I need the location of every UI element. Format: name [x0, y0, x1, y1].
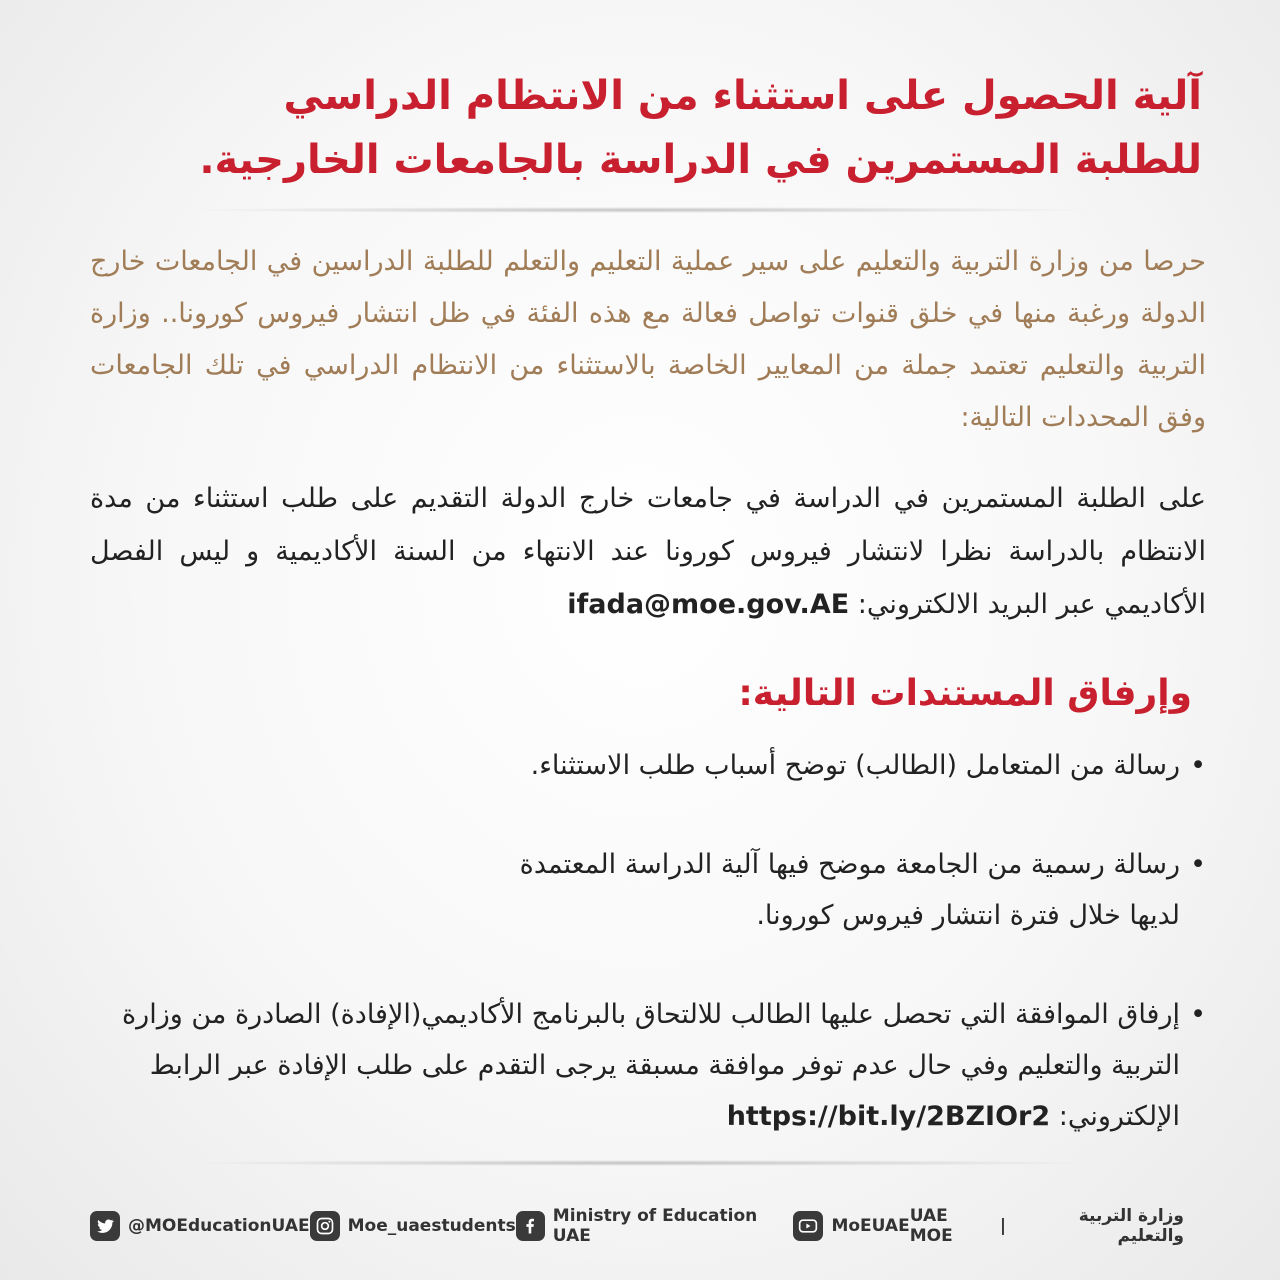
documents-list: [76, 740, 1206, 1190]
instagram-icon: [310, 1211, 340, 1241]
facebook-handle: Ministry of Education UAE: [552, 1206, 758, 1246]
document-item-3: إرفاق الموافقة التي تحصل عليها الطالب للالتحاق بالبرنامج الأكاديمي(الإفادة) الصادرة من وزارة التربية والتعليم وفي حال عدم توفر موافقة مسبقة يرجى التقدم على طلب الإفادة عبر الرابط الإلكتروني:: [122, 999, 1180, 1132]
social-instagram[interactable]: [310, 1211, 516, 1241]
bullet-icon: •: [1190, 750, 1206, 781]
bottom-divider: [180, 1160, 1100, 1166]
list-item: [76, 989, 1206, 1142]
brand-arabic: وزارة التربية والتعليم: [1078, 1206, 1184, 1246]
page-title: [102, 64, 1202, 192]
application-text: على الطلبة المستمرين في الدراسة في جامعات خارج الدولة التقديم على طلب استثناء من مدة الانتظام بالدراسة نظرا لانتشار فيروس كورونا عند الانتهاء من السنة الأكاديمية و ليس الفصل الأكاديمي عبر البريد الالكتروني:: [90, 483, 1206, 620]
brand-english: UAE MOE: [909, 1206, 953, 1246]
email-link[interactable]: ifada@moe.gov.AE: [567, 589, 850, 620]
brand-separator: |: [999, 1216, 1007, 1236]
ifada-link[interactable]: https://bit.ly/2BZIOr2: [726, 1101, 1051, 1132]
youtube-handle: MoEUAE: [831, 1216, 910, 1236]
document-item-2-line-2: لديها خلال فترة انتشار فيروس كورونا.: [756, 900, 1180, 931]
social-twitter[interactable]: [90, 1211, 310, 1241]
social-facebook[interactable]: [516, 1206, 794, 1246]
intro-paragraph: حرصا من وزارة التربية والتعليم على سير عملية التعليم والتعلم للطلبة الدراسين في الجامعات خارج الدولة ورغبة منها في خلق قنوات تواصل فعالة مع هذه الفئة في ظل انتشار فيروس كورونا.. وزارة التربية والتعليم تعتمد جملة من المعايير الخاصة بالاستثناء من الانتظام الدراسي في تلك الجامعات وفق المحددات التالية:: [90, 246, 1206, 433]
list-item: [76, 839, 1206, 941]
top-divider: [180, 207, 1100, 213]
application-paragraph: [90, 472, 1206, 631]
ministry-brand: [910, 1206, 1184, 1246]
twitter-handle: @MOEducationUAE: [128, 1216, 310, 1236]
document-item-2-line-1: رسالة رسمية من الجامعة موضح فيها آلية الدراسة المعتمدة: [519, 849, 1180, 880]
facebook-icon: [516, 1211, 545, 1241]
documents-heading: وإرفاق المستندات التالية:: [738, 673, 1192, 714]
list-item: [76, 740, 1206, 791]
bullet-icon: •: [1190, 849, 1206, 880]
title-line-2: للطلبة المستمرين في الدراسة بالجامعات الخارجية.: [199, 137, 1202, 183]
footer: [90, 1206, 1184, 1246]
twitter-icon: [90, 1211, 120, 1241]
bullet-icon: •: [1190, 999, 1206, 1030]
instagram-handle: Moe_uaestudents: [347, 1216, 516, 1236]
social-youtube[interactable]: [793, 1211, 909, 1241]
document-item-1: رسالة من المتعامل (الطالب) توضح أسباب طلب الاستثناء.: [530, 750, 1180, 781]
youtube-icon: [793, 1211, 823, 1241]
title-line-1: آلية الحصول على استثناء من الانتظام الدراسي: [283, 73, 1202, 119]
